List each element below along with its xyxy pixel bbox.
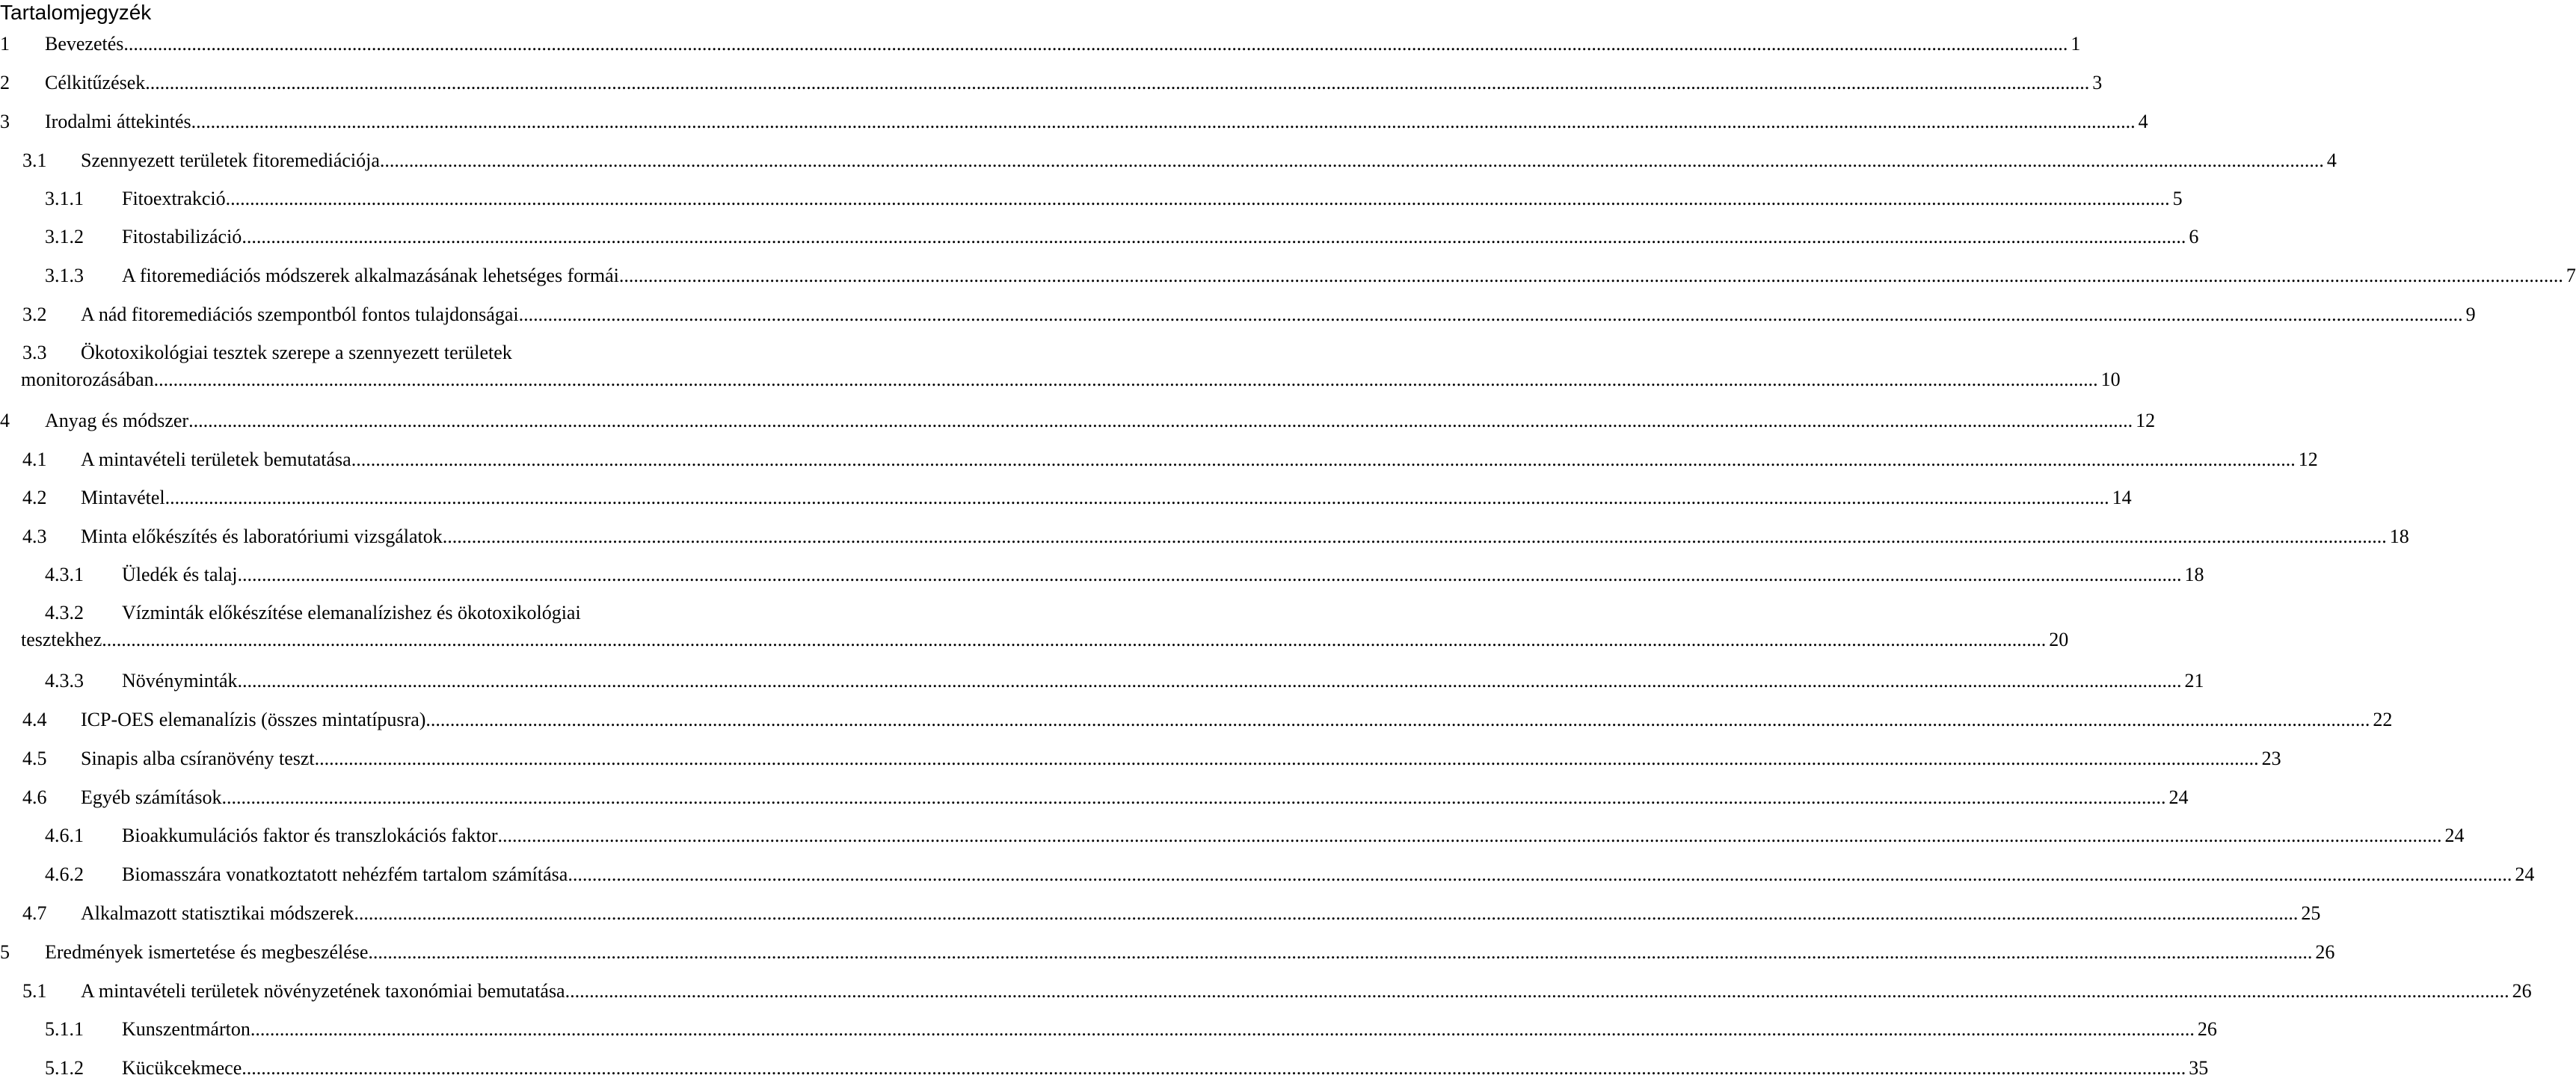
dot-leader: ................................................................................................................................................................................................................................................................................................................................................................................................................ — [425, 709, 2370, 730]
page-title: Tartalomjegyzék — [0, 1, 152, 24]
toc-section-number: 4.3 — [22, 526, 47, 547]
toc-entry[interactable] — [0, 668, 2204, 694]
toc-entry[interactable] — [0, 263, 2576, 289]
dot-leader: ................................................................................................................................................................................................................................................................................................................................................................................................................ — [497, 825, 2442, 846]
toc-section-number: 4.5 — [22, 748, 47, 769]
toc-entry[interactable] — [0, 562, 2204, 588]
toc-page-number: 5 — [2172, 188, 2183, 209]
toc-page-number: 10 — [2100, 369, 2121, 390]
toc-entry[interactable] — [0, 746, 2281, 772]
dot-leader: ................................................................................................................................................................................................................................................................................................................................................................................................................ — [379, 150, 2324, 171]
toc-section-number: 3.3 — [22, 342, 47, 363]
dot-leader: ................................................................................................................................................................................................................................................................................................................................................................................................................ — [351, 449, 2296, 470]
toc-title: Fitoextrakció — [122, 188, 226, 209]
dot-leader: ................................................................................................................................................................................................................................................................................................................................................................................................................ — [250, 1018, 2195, 1040]
toc-title: Kunszentmárton — [122, 1018, 250, 1040]
toc-section-number: 3.1.1 — [45, 188, 84, 209]
toc-page-number: 26 — [2512, 980, 2532, 1002]
toc-section-number: 4.6.1 — [45, 825, 84, 846]
dot-leader: ................................................................................................................................................................................................................................................................................................................................................................................................................ — [368, 941, 2313, 963]
toc-entry[interactable] — [0, 485, 2132, 511]
toc-entry[interactable] — [0, 901, 2321, 926]
toc-title: Eredmények ismertetése és megbeszélése — [45, 941, 369, 963]
toc-title: Mintavétel — [81, 487, 165, 508]
toc-page-number: 12 — [2298, 449, 2318, 470]
dot-leader: ................................................................................................................................................................................................................................................................................................................................................................................................................ — [442, 526, 2387, 547]
toc-section-number: 3.1.2 — [45, 226, 84, 247]
toc-title-continuation: tesztekhez — [21, 629, 102, 650]
toc-title: Bevezetés — [45, 33, 124, 55]
dot-leader: ................................................................................................................................................................................................................................................................................................................................................................................................................ — [618, 265, 2563, 286]
toc-page-number: 26 — [2197, 1018, 2217, 1040]
toc-entry[interactable] — [0, 785, 2189, 810]
toc-page-number: 22 — [2373, 709, 2393, 730]
toc-section-number: 3.1.3 — [45, 265, 84, 286]
dot-leader: ................................................................................................................................................................................................................................................................................................................................................................................................................ — [225, 188, 2170, 209]
toc-page-number: 20 — [2049, 629, 2069, 650]
toc-title: Alkalmazott statisztikai módszerek — [81, 902, 354, 924]
toc-section-number: 4.3.1 — [45, 564, 84, 585]
dot-leader: ................................................................................................................................................................................................................................................................................................................................................................................................................ — [123, 33, 2068, 55]
toc-section-number: 4.3.2 — [45, 602, 84, 623]
toc-title-continuation: monitorozásában — [21, 369, 154, 390]
toc-page-number: 21 — [2184, 670, 2204, 692]
toc-entry[interactable] — [0, 70, 2103, 96]
toc-entry[interactable] — [0, 1056, 2209, 1081]
toc-section-number: 5 — [0, 941, 10, 963]
toc-section-number: 1 — [0, 33, 10, 55]
dot-leader: ................................................................................................................................................................................................................................................................................................................................................................................................................ — [237, 670, 2182, 692]
toc-entry[interactable] — [0, 109, 2148, 135]
toc-page-number: 24 — [2168, 786, 2189, 808]
toc-page-number: 24 — [2515, 863, 2535, 885]
toc-entry[interactable] — [0, 148, 2337, 173]
toc-entry[interactable] — [0, 186, 2183, 212]
toc-page-number: 24 — [2444, 825, 2465, 846]
toc-section-number: 2 — [0, 72, 10, 93]
toc-section-number: 4.2 — [22, 487, 47, 508]
dot-leader: ................................................................................................................................................................................................................................................................................................................................................................................................................ — [153, 369, 2098, 390]
toc-entry[interactable] — [0, 447, 2318, 472]
dot-leader: ................................................................................................................................................................................................................................................................................................................................................................................................................ — [102, 629, 2047, 650]
toc-page-number: 3 — [2092, 72, 2103, 93]
toc-page-number: 1 — [2071, 33, 2081, 55]
toc-page-number: 14 — [2112, 487, 2132, 508]
toc-section-number: 4.6 — [22, 786, 47, 808]
toc-title: Anyag és módszer — [45, 410, 189, 431]
toc-title: Célkitűzések — [45, 72, 146, 93]
toc-page-number: 4 — [2326, 150, 2337, 171]
dot-leader: ................................................................................................................................................................................................................................................................................................................................................................................................................ — [242, 1057, 2186, 1079]
toc-section-number: 4.6.2 — [45, 863, 84, 885]
toc-page-number: 6 — [2189, 226, 2199, 247]
toc-title: Üledék és talaj — [122, 564, 238, 585]
toc-title: Szennyezett területek fitoremediációja — [81, 150, 380, 171]
toc-section-number: 5.1.2 — [45, 1057, 84, 1079]
toc-entry[interactable] — [0, 1017, 2217, 1042]
toc-section-number: 4.7 — [22, 902, 47, 924]
dot-leader: ................................................................................................................................................................................................................................................................................................................................................................................................................ — [565, 980, 2509, 1002]
toc-section-number: 4.4 — [22, 709, 47, 730]
toc-entry[interactable] — [0, 707, 2393, 733]
dot-leader: ................................................................................................................................................................................................................................................................................................................................................................................................................ — [314, 748, 2259, 769]
toc-section-number: 3.1 — [22, 150, 47, 171]
toc-title: Bioakkumulációs faktor és transzlokációs faktor — [122, 825, 498, 846]
toc-section-number: 4.3.3 — [45, 670, 84, 692]
dot-leader: ................................................................................................................................................................................................................................................................................................................................................................................................................ — [145, 72, 2090, 93]
toc-entry[interactable] — [0, 224, 2199, 250]
toc-entry[interactable] — [0, 600, 2069, 665]
toc-title: Sinapis alba csíranövény teszt — [81, 748, 315, 769]
toc-entry[interactable] — [0, 940, 2335, 965]
dot-leader: ................................................................................................................................................................................................................................................................................................................................................................................................................ — [354, 902, 2299, 924]
toc-title: A mintavételi területek növényzetének taxonómiai bemutatása — [81, 980, 565, 1002]
toc-section-number: 5.1 — [22, 980, 47, 1002]
toc-entry[interactable] — [0, 979, 2532, 1004]
toc-section-number: 4.1 — [22, 449, 47, 470]
toc-title: Minta előkészítés és laboratóriumi vizsgálatok — [81, 526, 443, 547]
toc-page-number: 23 — [2261, 748, 2281, 769]
toc-title: A mintavételi területek bemutatása — [81, 449, 351, 470]
toc-page-number: 25 — [2301, 902, 2321, 924]
toc-title: Növényminták — [122, 670, 238, 692]
toc-entry[interactable] — [0, 408, 2156, 434]
toc-entry[interactable] — [0, 340, 2121, 404]
toc-page-number: 18 — [2389, 526, 2409, 547]
toc-title: Egyéb számítások — [81, 786, 222, 808]
toc-page-number: 7 — [2566, 265, 2576, 286]
toc-section-number: 3 — [0, 111, 10, 132]
toc-page-number: 4 — [2138, 111, 2148, 132]
toc-section-number: 5.1.1 — [45, 1018, 84, 1040]
toc-entry[interactable] — [0, 31, 2081, 57]
toc-entry[interactable] — [0, 823, 2465, 849]
dot-leader: ................................................................................................................................................................................................................................................................................................................................................................................................................ — [191, 111, 2136, 132]
toc-page-number: 35 — [2189, 1057, 2209, 1079]
toc-entry[interactable] — [0, 302, 2476, 327]
toc-entry[interactable] — [0, 862, 2535, 887]
dot-leader: ................................................................................................................................................................................................................................................................................................................................................................................................................ — [518, 304, 2463, 325]
toc-title: Biomasszára vonatkoztatott nehézfém tartalom számítása — [122, 863, 568, 885]
dot-leader: ................................................................................................................................................................................................................................................................................................................................................................................................................ — [242, 226, 2186, 247]
toc-section-number: 3.2 — [22, 304, 47, 325]
toc-title: Fitostabilizáció — [122, 226, 242, 247]
toc-title: Irodalmi áttekintés — [45, 111, 191, 132]
toc-title: Kücükcekmece — [122, 1057, 242, 1079]
dot-leader: ................................................................................................................................................................................................................................................................................................................................................................................................................ — [237, 564, 2182, 585]
dot-leader: ................................................................................................................................................................................................................................................................................................................................................................................................................ — [221, 786, 2166, 808]
toc-title: A fitoremediációs módszerek alkalmazásának lehetséges formái — [122, 265, 619, 286]
toc-title: A nád fitoremediációs szempontból fontos tulajdonságai — [81, 304, 519, 325]
toc-title: Ökotoxikológiai tesztek szerepe a szennyezett területek — [81, 342, 512, 363]
toc-page-number: 9 — [2465, 304, 2476, 325]
toc-page-number: 12 — [2136, 410, 2156, 431]
dot-leader: ................................................................................................................................................................................................................................................................................................................................................................................................................ — [188, 410, 2133, 431]
toc-title: ICP-OES elemanalízis (összes mintatípusra) — [81, 709, 426, 730]
dot-leader: ................................................................................................................................................................................................................................................................................................................................................................................................................ — [165, 487, 2109, 508]
dot-leader: ................................................................................................................................................................................................................................................................................................................................................................................................................ — [568, 863, 2512, 885]
toc-section-number: 4 — [0, 410, 10, 431]
toc-title: Vízminták előkészítése elemanalízishez és ökotoxikológiai — [122, 602, 581, 623]
toc-page-number: 26 — [2315, 941, 2335, 963]
toc-page-number: 18 — [2184, 564, 2204, 585]
toc-entry[interactable] — [0, 524, 2409, 549]
